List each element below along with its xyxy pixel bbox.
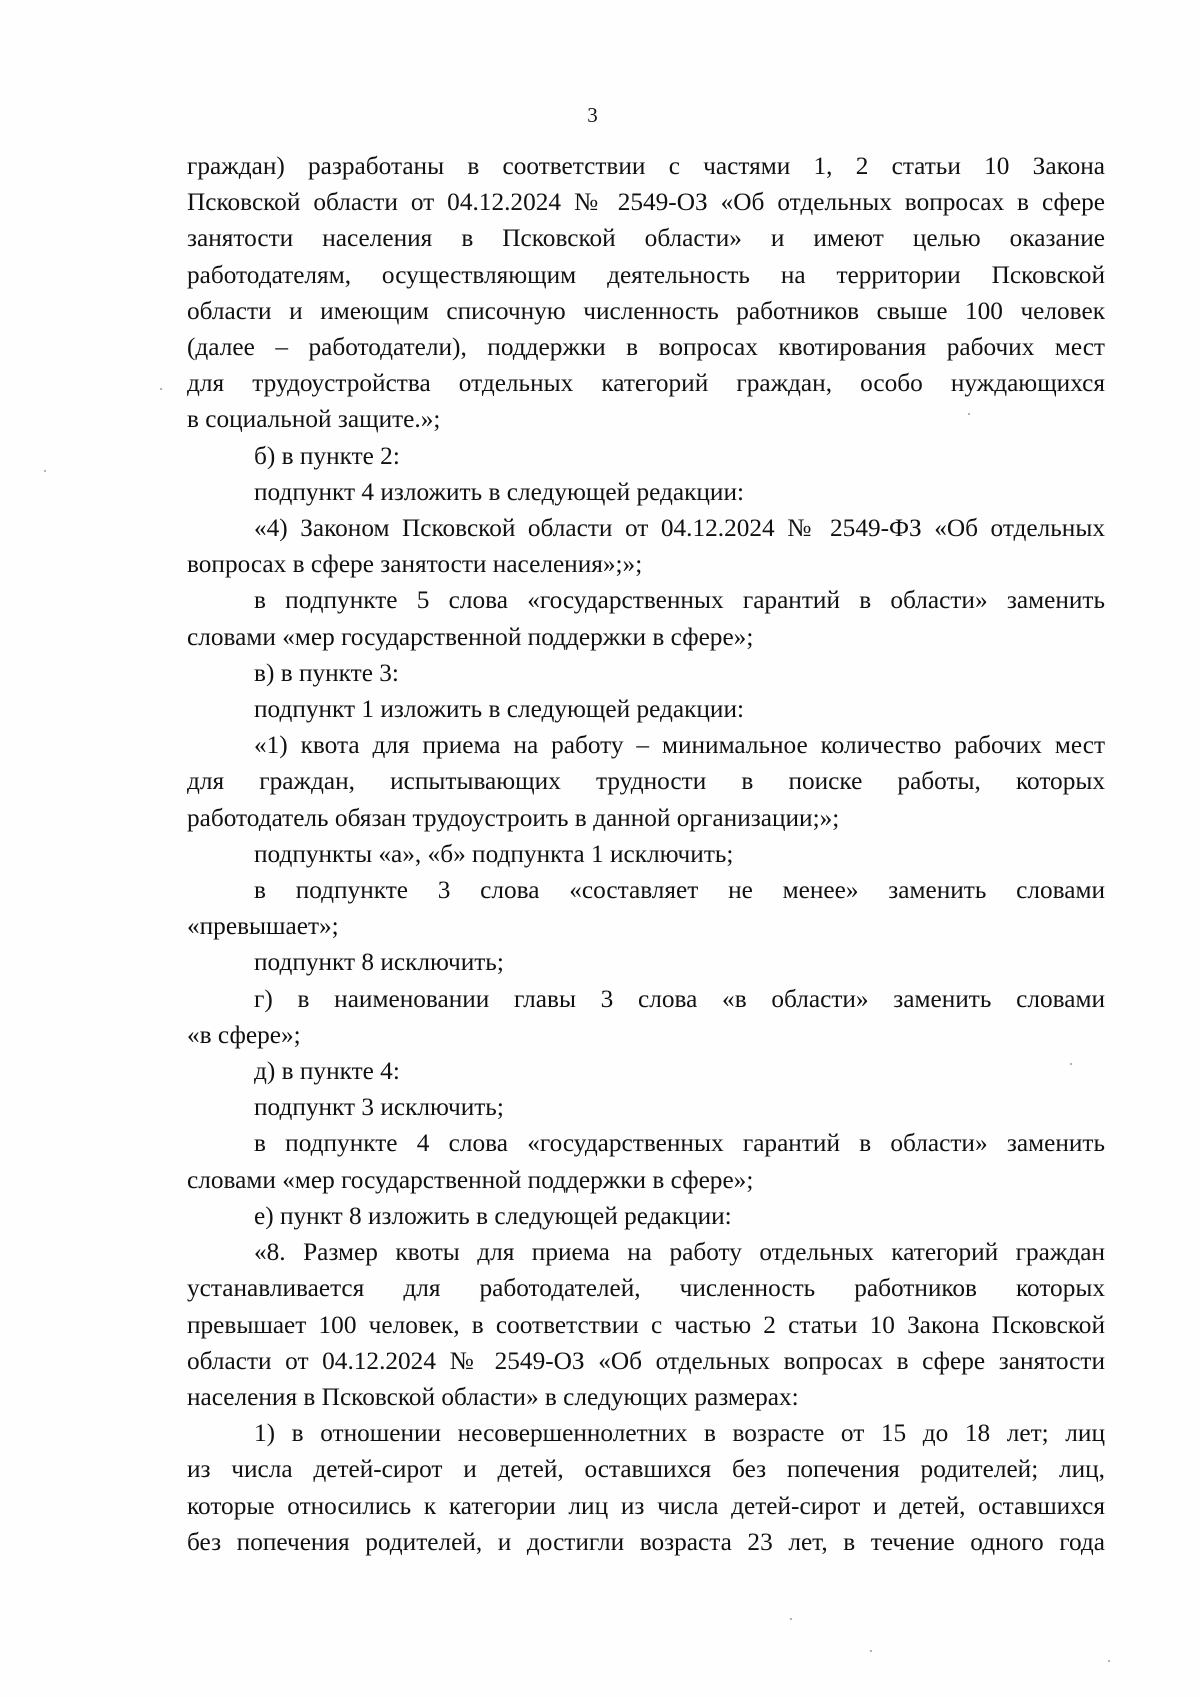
text-line: устанавливается для работодателей, численность работников которых (187, 1274, 1105, 1303)
text-line: г) в наименовании главы 3 слова «в области» заменить словами (254, 984, 1105, 1013)
text-line: области от 04.12.2024 № 2549-ОЗ «Об отдельных вопросах в сфере занятости (187, 1346, 1105, 1375)
text-line: подпункт 8 исключить; (254, 948, 504, 977)
text-line: в подпункте 3 слова «составляет не менее» заменить словами (254, 876, 1105, 905)
paragraph (187, 582, 1105, 654)
paragraph (187, 1125, 1105, 1197)
paragraph (187, 691, 1105, 727)
document-body (187, 148, 1105, 1560)
text-line: б) в пункте 2: (254, 441, 400, 470)
text-line: «4) Законом Псковской области от 04.12.2024 № 2549-ФЗ «Об отдельных (254, 514, 1105, 543)
scan-speck (790, 1618, 792, 1620)
text-line: «1) квота для приема на работу – минимальное количество рабочих мест (254, 731, 1105, 760)
paragraph (187, 727, 1105, 836)
text-line: д) в пункте 4: (254, 1057, 400, 1086)
text-line: подпункты «а», «б» подпункта 1 исключить; (254, 839, 734, 868)
text-line: которые относились к категории лиц из числа детей-сирот и детей, оставшихся (187, 1491, 1105, 1520)
scan-speck (968, 413, 970, 415)
text-line: «превышает»; (187, 912, 339, 941)
text-line: словами «мер государственной поддержки в сфере»; (187, 1165, 754, 1194)
text-line: подпункт 1 изложить в следующей редакции: (254, 695, 745, 724)
paragraph (187, 1234, 1105, 1415)
text-line: работодателям, осуществляющим деятельность на территории Псковской (187, 260, 1105, 289)
text-line: подпункт 3 исключить; (254, 1093, 504, 1122)
paragraph (187, 1198, 1105, 1234)
text-line: в подпункте 4 слова «государственных гарантий в области» заменить (254, 1129, 1105, 1158)
text-line: е) пункт 8 изложить в следующей редакции: (254, 1201, 732, 1230)
text-line: области и имеющим списочную численность работников свыше 100 человек (187, 296, 1105, 325)
text-line: работодатель обязан трудоустроить в данной организации;»; (187, 803, 840, 832)
text-line: 1) в отношении несовершеннолетних в возрасте от 15 до 18 лет; лиц (254, 1419, 1105, 1448)
text-line: занятости населения в Псковской области» и имеют целью оказание (187, 224, 1105, 253)
paragraph (187, 438, 1105, 474)
paragraph (187, 148, 1105, 438)
text-line: «8. Размер квоты для приема на работу отдельных категорий граждан (254, 1238, 1105, 1267)
text-line: (далее – работодатели), поддержки в вопросах квотирования рабочих мест (187, 333, 1105, 362)
paragraph (187, 1415, 1105, 1560)
text-line: для трудоустройства отдельных категорий граждан, особо нуждающихся (187, 369, 1105, 398)
text-line: подпункт 4 изложить в следующей редакции: (254, 477, 745, 506)
scan-speck (44, 470, 46, 472)
paragraph (187, 836, 1105, 872)
text-line: вопросах в сфере занятости населения»;»; (187, 550, 643, 579)
paragraph (187, 1089, 1105, 1125)
scan-speck (870, 1650, 872, 1652)
text-line: словами «мер государственной поддержки в сфере»; (187, 622, 754, 651)
text-line: «в сфере»; (187, 1020, 301, 1049)
paragraph (187, 944, 1105, 980)
paragraph (187, 981, 1105, 1053)
text-line: граждан) разработаны в соответствии с частями 1, 2 статьи 10 Закона (187, 152, 1105, 180)
scan-speck (1070, 1063, 1072, 1065)
text-line: в социальной защите.»; (187, 405, 441, 434)
text-line: в) в пункте 3: (254, 658, 399, 687)
paragraph (187, 510, 1105, 582)
scan-speck (160, 388, 162, 390)
paragraph (187, 474, 1105, 510)
text-line: без попечения родителей, и достигли возраста 23 лет, в течение одного года (187, 1527, 1105, 1556)
text-line: для граждан, испытывающих трудности в поиске работы, которых (187, 767, 1105, 796)
text-line: Псковской области от 04.12.2024 № 2549-ОЗ «Об отдельных вопросах в сфере (187, 188, 1105, 217)
text-line: в подпункте 5 слова «государственных гарантий в области» заменить (254, 586, 1105, 615)
paragraph (187, 655, 1105, 691)
scan-speck (1108, 1660, 1110, 1662)
page-number: 3 (587, 103, 598, 127)
paragraph (187, 1053, 1105, 1089)
text-line: из числа детей-сирот и детей, оставшихся без попечения родителей; лиц, (187, 1455, 1105, 1484)
paragraph (187, 872, 1105, 944)
text-line: превышает 100 человек, в соответствии с частью 2 статьи 10 Закона Псковской (187, 1310, 1105, 1339)
text-line: населения в Псковской области» в следующих размерах: (187, 1382, 799, 1411)
